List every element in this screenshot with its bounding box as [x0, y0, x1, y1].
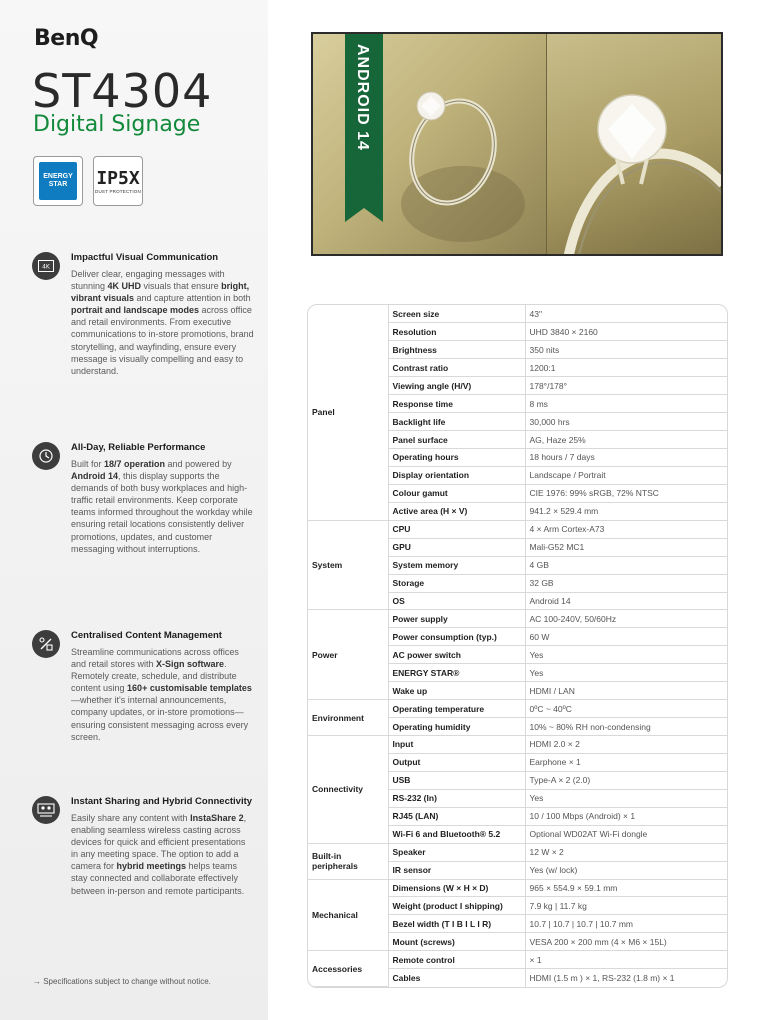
spec-key: Screen size — [388, 305, 525, 323]
spec-key: Bezel width (T I B I L I R) — [388, 915, 525, 933]
feature-text-run: —whether it's internal announcements, company updates, or in-store promotions—ensuring consistent messaging across every screen. — [71, 695, 249, 742]
spec-key: RS-232 (In) — [388, 789, 525, 807]
feature-title: Instant Sharing and Hybrid Connectivity — [71, 796, 253, 807]
feature-text-run: helps teams stay connected and collaborate effectively between in-person and remote participants. — [71, 861, 245, 896]
spec-key: CPU — [388, 520, 525, 538]
android-ribbon-label: ANDROID 14 — [354, 44, 371, 151]
spec-key: RJ45 (LAN) — [388, 807, 525, 825]
spec-row — [308, 951, 727, 969]
feature-text-emphasis: 4K UHD — [107, 281, 142, 292]
spec-key: Dimensions (W × H × D) — [388, 879, 525, 897]
feature-text-emphasis: 160+ customisable templates — [127, 683, 252, 694]
svg-text:4K: 4K — [42, 263, 50, 271]
spec-key: Contrast ratio — [388, 359, 525, 377]
spec-value: 941.2 × 529.4 mm — [525, 502, 727, 520]
spec-value: 32 GB — [525, 574, 727, 592]
spec-value: VESA 200 × 200 mm (4 × M6 × 15L) — [525, 933, 727, 951]
feature-text-run: visuals that ensure — [141, 281, 222, 292]
spec-category: Environment — [308, 700, 388, 736]
spec-value: 8 ms — [525, 395, 727, 413]
spec-key: Backlight life — [388, 413, 525, 431]
spec-row — [308, 520, 727, 538]
spec-value: 10.7 | 10.7 | 10.7 | 10.7 mm — [525, 915, 727, 933]
spec-value: 60 W — [525, 628, 727, 646]
hero-image — [311, 32, 723, 256]
spec-key: Response time — [388, 395, 525, 413]
spec-key: Speaker — [388, 843, 525, 861]
spec-value: 4 GB — [525, 556, 727, 574]
spec-value: Landscape / Portrait — [525, 466, 727, 484]
spec-key: IR sensor — [388, 861, 525, 879]
feature-text — [71, 812, 254, 897]
spec-row — [308, 879, 727, 897]
feature-text — [71, 268, 254, 377]
feature-block — [32, 442, 254, 555]
spec-table — [307, 304, 728, 988]
spec-value: 1200:1 — [525, 359, 727, 377]
feature-text-emphasis: X-Sign software — [156, 659, 225, 670]
product-model: ST4304 — [32, 64, 213, 118]
spec-key: Resolution — [388, 323, 525, 341]
spec-key: Power consumption (typ.) — [388, 628, 525, 646]
spec-value: Optional WD02AT Wi-Fi dongle — [525, 825, 727, 843]
spec-row — [308, 843, 727, 861]
feature-text-run: and capture attention in both — [134, 293, 251, 304]
content-management-icon — [32, 630, 60, 658]
spec-key: Operating hours — [388, 449, 525, 467]
spec-row — [308, 610, 727, 628]
feature-block — [32, 630, 254, 743]
feature-text-emphasis: hybrid meetings — [116, 861, 187, 872]
spec-key: AC power switch — [388, 646, 525, 664]
ip5x-label: DUST PROTECTION — [95, 188, 141, 194]
feature-text-run: across office and retail environments. From executive communications to in-store promotions, brand storytelling, and wayfinding, ensure every message is visually compelling and easy to understand. — [71, 305, 254, 376]
feature-title: All-Day, Reliable Performance — [71, 442, 206, 453]
spec-key: ENERGY STAR® — [388, 664, 525, 682]
spec-key: OS — [388, 592, 525, 610]
spec-key: Wi-Fi 6 and Bluetooth® 5.2 — [388, 825, 525, 843]
spec-value: 4 × Arm Cortex-A73 — [525, 520, 727, 538]
feature-text-emphasis: InstaShare 2 — [190, 813, 244, 823]
energy-star-badge — [33, 156, 83, 206]
spec-category: Connectivity — [308, 736, 388, 844]
feature-text-emphasis: 18/7 operation — [104, 459, 166, 469]
spec-key: Weight (product I shipping) — [388, 897, 525, 915]
spec-value: 7.9 kg | 11.7 kg — [525, 897, 727, 915]
spec-key: Brightness — [388, 341, 525, 359]
spec-key: Operating temperature — [388, 700, 525, 718]
feature-text-run: . Remotely create, schedule, and distribute content using — [71, 659, 237, 694]
spec-value: 30,000 hrs — [525, 413, 727, 431]
feature-title: Centralised Content Management — [71, 630, 222, 641]
spec-value: Type-A × 2 (2.0) — [525, 771, 727, 789]
spec-value: Yes — [525, 664, 727, 682]
spec-category: Power — [308, 610, 388, 700]
feature-text-emphasis: portrait and landscape modes — [71, 305, 200, 316]
feature-text-run: Easily share any content with — [71, 813, 191, 823]
spec-key: Wake up — [388, 682, 525, 700]
spec-row — [308, 700, 727, 718]
reliable-performance-icon — [32, 442, 60, 470]
disclaimer: → Specifications subject to change without notice. — [33, 977, 211, 986]
feature-text-run: Deliver clear, engaging messages with stunning — [71, 269, 225, 292]
left-panel — [0, 0, 268, 1020]
spec-key: Input — [388, 736, 525, 754]
spec-key: Cables — [388, 969, 525, 987]
android-ribbon — [345, 34, 383, 208]
feature-text-emphasis: Android 14 — [71, 471, 119, 482]
energy-star-icon: ENERGY STAR — [39, 162, 77, 200]
instant-sharing-icon — [32, 796, 60, 824]
spec-key: Mount (screws) — [388, 933, 525, 951]
spec-category: System — [308, 520, 388, 610]
spec-row — [308, 305, 727, 323]
spec-value: AC 100-240V, 50/60Hz — [525, 610, 727, 628]
spec-key: Colour gamut — [388, 484, 525, 502]
spec-key: Active area (H × V) — [388, 502, 525, 520]
spec-key: Output — [388, 753, 525, 771]
spec-key: Display orientation — [388, 466, 525, 484]
spec-value: HDMI (1.5 m ) × 1, RS-232 (1.8 m) × 1 — [529, 972, 675, 983]
feature-text-emphasis: bright, vibrant visuals — [71, 281, 250, 304]
feature-text — [71, 646, 254, 743]
feature-block — [32, 796, 254, 897]
product-subtitle: Digital Signage — [33, 112, 201, 137]
spec-category: Mechanical — [308, 879, 388, 951]
spec-value: UHD 3840 × 2160 — [525, 323, 727, 341]
spec-value: Yes — [525, 789, 727, 807]
spec-key: Panel surface — [388, 431, 525, 449]
brand-logo: BenQ — [34, 26, 99, 51]
spec-value: Yes (w/ lock) — [525, 861, 727, 879]
spec-key: GPU — [388, 538, 525, 556]
feature-text-run: Built for — [71, 459, 105, 469]
spec-value: 0ºC ~ 40ºC — [525, 700, 727, 718]
spec-value: Android 14 — [525, 592, 727, 610]
spec-key: Viewing angle (H/V) — [388, 377, 525, 395]
spec-key: Power supply — [388, 610, 525, 628]
4k-icon — [32, 252, 60, 280]
spec-value: Mali-G52 MC1 — [525, 538, 727, 556]
hero-ring-photo-right — [547, 34, 723, 254]
spec-key: Operating humidity — [388, 718, 525, 736]
certification-badges — [33, 156, 143, 206]
ip5x-badge — [93, 156, 143, 206]
spec-category: Built-in peripherals — [308, 843, 388, 879]
spec-value: 10% ~ 80% RH non-condensing — [525, 718, 727, 736]
feature-text-run: Streamline communications across offices and retail stores with — [71, 647, 239, 670]
spec-value: HDMI 2.0 × 2 — [525, 736, 727, 754]
spec-value: 178°/178° — [525, 377, 727, 395]
feature-text-run: , this display supports the demands of both busy workplaces and high-traffic retail environments. Keep corporate teams informed throughout the workday while ensuring retail locations consistently deliver promotions, updates, and customer messaging without interruptions. — [71, 471, 253, 554]
feature-text — [71, 458, 254, 555]
spec-value: Earphone × 1 — [525, 753, 727, 771]
spec-value: CIE 1976: 99% sRGB, 72% NTSC — [525, 484, 727, 502]
spec-table-body — [308, 305, 727, 987]
feature-text-run: , enabling seamless wireless casting across devices for quick and efficient presentations in any meeting space. The option to add a camera for — [71, 813, 247, 872]
spec-category: Accessories — [308, 951, 388, 987]
spec-key: USB — [388, 771, 525, 789]
spec-row — [308, 736, 727, 754]
spec-value: 18 hours / 7 days — [525, 449, 727, 467]
feature-text-run: and powered by — [165, 459, 232, 469]
spec-value: 965 × 554.9 × 59.1 mm — [525, 879, 727, 897]
spec-value: 43" — [525, 305, 727, 323]
ip5x-icon: IP5X — [96, 167, 140, 189]
spec-category: Panel — [308, 305, 388, 520]
spec-value: 10 / 100 Mbps (Android) × 1 — [525, 807, 727, 825]
spec-key: System memory — [388, 556, 525, 574]
spec-value: 12 W × 2 — [525, 843, 727, 861]
feature-block — [32, 252, 254, 377]
spec-value: AG, Haze 25% — [525, 431, 727, 449]
spec-value: HDMI / LAN — [525, 682, 727, 700]
spec-key: Remote control — [388, 951, 525, 969]
spec-value: Yes — [525, 646, 727, 664]
spec-key: Storage — [388, 574, 525, 592]
spec-value: × 1 — [525, 951, 727, 969]
feature-title: Impactful Visual Communication — [71, 252, 219, 263]
spec-value: 350 nits — [525, 341, 727, 359]
